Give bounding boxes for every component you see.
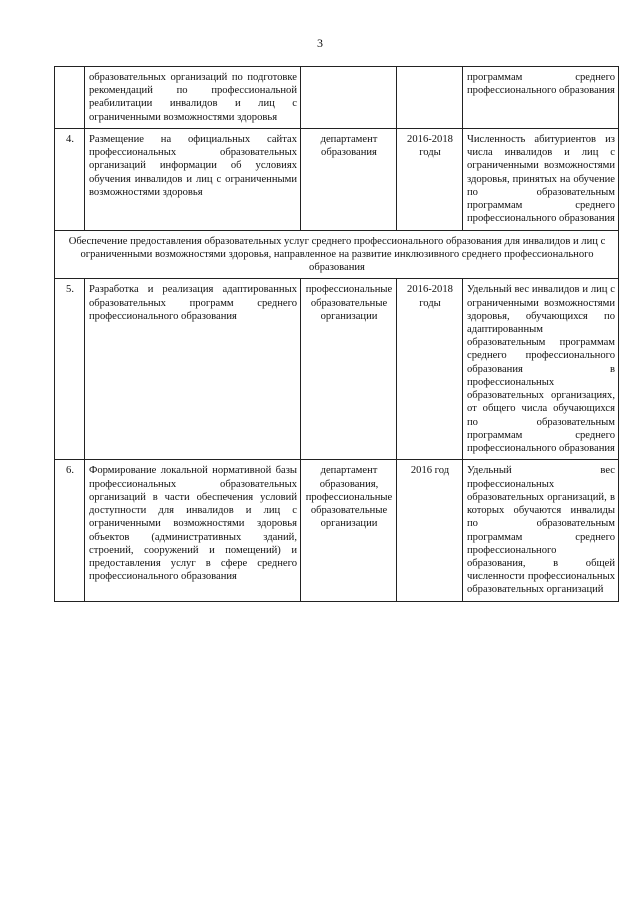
- activity-cell: Размещение на официальных сайтах профессиональных образовательных организаций информации об условиях обучения инвалидов и лиц с ограниченными возможностями здоровья: [85, 128, 301, 230]
- activities-table: [54, 66, 619, 602]
- activity-cell: образовательных организаций по подготовке рекомендаций по профессиональной реабилитации инвалидов и лиц с ограниченными возможностями здоровья: [85, 67, 301, 129]
- indicator-cell: Численность абитуриентов из числа инвалидов и лиц с ограниченными возможностями здоровья, принятых на обучение по образовательным программам среднего профессионального образования: [463, 128, 619, 230]
- page-number: 3: [317, 36, 323, 50]
- row-number: 6.: [55, 460, 85, 601]
- executor-cell: департамент образования: [301, 128, 397, 230]
- years-cell: [397, 67, 463, 129]
- indicator-cell: Удельный вес профессиональных образовательных организаций, в которых обучаются инвалиды по образовательным программам среднего профессионального образования, в общей численности профессиональных образовательных организаций: [463, 460, 619, 601]
- section-row: [55, 230, 619, 279]
- table-row: [55, 128, 619, 230]
- executor-cell: [301, 67, 397, 129]
- row-number: [55, 67, 85, 129]
- executor-cell: профессиональные образовательные организации: [301, 279, 397, 460]
- activity-cell: Формирование локальной нормативной базы профессиональных образовательных организаций в части обеспечения условий доступности для инвалидов и лиц с ограниченными возможностями здоровья объектов (административных зданий, строений, сооружений и помещений) и предоставления услуг в сфере среднего профессионального образования: [85, 460, 301, 601]
- table-row: [55, 67, 619, 129]
- years-cell: 2016-2018 годы: [397, 279, 463, 460]
- years-cell: 2016 год: [397, 460, 463, 601]
- indicator-cell: Удельный вес инвалидов и лиц с ограниченными возможностями здоровья, обучающихся по адаптированным образовательным программам среднего профессионального образования в профессиональных образовательных организациях, от общего числа обучающихся по образовательным программам среднего профессионального образования: [463, 279, 619, 460]
- activity-cell: Разработка и реализация адаптированных образовательных программ среднего профессионального образования: [85, 279, 301, 460]
- table-row: [55, 279, 619, 460]
- table-row: [55, 460, 619, 601]
- row-number: 5.: [55, 279, 85, 460]
- section-title: Обеспечение предоставления образовательных услуг среднего профессионального образования для инвалидов и лиц с ограниченными возможностями здоровья, направленное на развитие инклюзивного среднего профессионального образования: [55, 230, 619, 279]
- indicator-cell: программам среднего профессионального образования: [463, 67, 619, 129]
- years-cell: 2016-2018 годы: [397, 128, 463, 230]
- executor-cell: департамент образования, профессиональные образовательные организации: [301, 460, 397, 601]
- row-number: 4.: [55, 128, 85, 230]
